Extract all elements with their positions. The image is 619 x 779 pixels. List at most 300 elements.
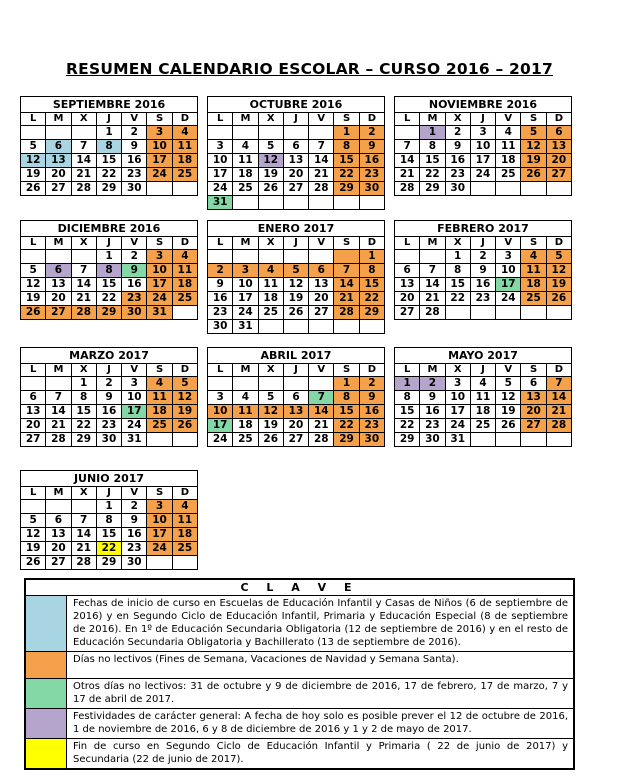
- day-cell: 11: [172, 514, 197, 528]
- day-cell: 8: [96, 140, 121, 154]
- day-cell: 11: [172, 264, 197, 278]
- day-cell: 20: [283, 168, 308, 182]
- empty-day-cell: [21, 500, 46, 514]
- day-cell: 3: [147, 250, 172, 264]
- weekday-header: D: [172, 487, 197, 500]
- month-calendar: [20, 96, 198, 196]
- empty-day-cell: [420, 250, 445, 264]
- day-cell: 12: [496, 391, 521, 405]
- day-cell: 22: [96, 542, 121, 556]
- weekday-header: S: [521, 364, 546, 377]
- weekday-header: L: [21, 237, 46, 250]
- day-cell: 9: [359, 140, 384, 154]
- blank-area: [172, 556, 197, 570]
- weekday-header: X: [445, 364, 470, 377]
- day-cell: 9: [445, 140, 470, 154]
- day-cell: 26: [521, 168, 546, 182]
- weekday-header: J: [96, 487, 121, 500]
- day-cell: 20: [395, 292, 420, 306]
- day-cell: 15: [71, 405, 96, 419]
- day-cell: 14: [71, 528, 96, 542]
- day-cell: 1: [359, 250, 384, 264]
- day-cell: 21: [71, 292, 96, 306]
- empty-day-cell: [71, 250, 96, 264]
- empty-day-cell: [233, 377, 258, 391]
- day-cell: 29: [96, 556, 121, 570]
- day-cell: 8: [334, 140, 359, 154]
- day-cell: 20: [46, 292, 71, 306]
- legend-row: [26, 596, 573, 652]
- day-cell: 17: [147, 528, 172, 542]
- day-cell: 12: [283, 278, 308, 292]
- blank-area: [172, 306, 197, 320]
- legend-row: [26, 709, 573, 739]
- day-cell: 5: [283, 264, 308, 278]
- month-title: ABRIL 2017: [208, 348, 385, 364]
- day-cell: 19: [496, 405, 521, 419]
- day-cell: 17: [496, 278, 521, 292]
- day-cell: 12: [258, 405, 283, 419]
- day-cell: 1: [420, 126, 445, 140]
- day-cell: 27: [395, 306, 420, 320]
- weekday-header: X: [445, 113, 470, 126]
- day-cell: 4: [496, 126, 521, 140]
- day-cell: 19: [258, 168, 283, 182]
- day-cell: 4: [521, 250, 546, 264]
- day-cell: 6: [21, 391, 46, 405]
- day-cell: 15: [96, 528, 121, 542]
- day-cell: 24: [208, 182, 233, 196]
- weekday-header: M: [46, 113, 71, 126]
- day-cell: 23: [96, 419, 121, 433]
- weekday-header: X: [445, 237, 470, 250]
- day-cell: 23: [122, 292, 147, 306]
- day-cell: 1: [96, 250, 121, 264]
- day-cell: 5: [496, 377, 521, 391]
- day-cell: 2: [122, 126, 147, 140]
- day-cell: 15: [96, 278, 121, 292]
- day-cell: 18: [172, 278, 197, 292]
- day-cell: 2: [122, 250, 147, 264]
- calendar-row-4: [20, 470, 198, 570]
- day-cell: 24: [445, 419, 470, 433]
- day-cell: 12: [21, 278, 46, 292]
- day-cell: 22: [420, 168, 445, 182]
- day-cell: 4: [233, 391, 258, 405]
- day-cell: 23: [470, 292, 495, 306]
- weekday-header: X: [71, 113, 96, 126]
- day-cell: 21: [334, 292, 359, 306]
- day-cell: 15: [334, 405, 359, 419]
- day-cell: 27: [46, 556, 71, 570]
- day-cell: 14: [309, 405, 334, 419]
- day-cell: 18: [172, 528, 197, 542]
- day-cell: 13: [521, 391, 546, 405]
- day-cell: 25: [258, 306, 283, 320]
- weekday-header: L: [21, 364, 46, 377]
- day-cell: 28: [46, 433, 71, 447]
- day-cell: 9: [96, 391, 121, 405]
- legend: [24, 578, 575, 770]
- weekday-header: X: [258, 237, 283, 250]
- day-cell: 1: [334, 126, 359, 140]
- day-cell: 7: [71, 264, 96, 278]
- day-cell: 9: [122, 514, 147, 528]
- legend-row: [26, 652, 573, 679]
- month-title: OCTUBRE 2016: [208, 97, 385, 113]
- month-calendar: [394, 220, 572, 320]
- day-cell: 26: [258, 182, 283, 196]
- day-cell: 7: [71, 140, 96, 154]
- day-cell: 6: [46, 514, 71, 528]
- day-cell: 15: [96, 154, 121, 168]
- calendar-row-3: [20, 347, 572, 447]
- legend-color-swatch: [26, 596, 67, 651]
- day-cell: 6: [283, 391, 308, 405]
- month-title: JUNIO 2017: [21, 471, 198, 487]
- legend-title: C L A V E: [26, 580, 573, 596]
- day-cell: 20: [21, 419, 46, 433]
- day-cell: 22: [334, 168, 359, 182]
- day-cell: 24: [122, 419, 147, 433]
- day-cell: 11: [172, 140, 197, 154]
- weekday-header: V: [122, 237, 147, 250]
- day-cell: 2: [208, 264, 233, 278]
- day-cell: 10: [470, 140, 495, 154]
- day-cell: 17: [147, 278, 172, 292]
- blank-area: [309, 196, 334, 210]
- day-cell: 14: [546, 391, 571, 405]
- day-cell: 22: [445, 292, 470, 306]
- day-cell: 14: [334, 278, 359, 292]
- weekday-header: M: [233, 364, 258, 377]
- month-calendar: [394, 96, 572, 196]
- blank-area: [521, 433, 546, 447]
- day-cell: 30: [208, 320, 233, 334]
- empty-day-cell: [21, 377, 46, 391]
- day-cell: 7: [334, 264, 359, 278]
- day-cell: 1: [71, 377, 96, 391]
- legend-entry-text: Fin de curso en Segundo Ciclo de Educación Infantil y Primaria ( 22 de junio de 2017) y Secundaria (22 de junio de 2017).: [73, 741, 568, 765]
- day-cell: 19: [172, 405, 197, 419]
- day-cell: 25: [172, 292, 197, 306]
- day-cell: 9: [470, 264, 495, 278]
- month-title: MARZO 2017: [21, 348, 198, 364]
- day-cell: 15: [445, 278, 470, 292]
- day-cell: 21: [71, 168, 96, 182]
- weekday-header: S: [334, 364, 359, 377]
- day-cell: 3: [445, 377, 470, 391]
- weekday-header: J: [283, 237, 308, 250]
- empty-day-cell: [46, 126, 71, 140]
- day-cell: 19: [21, 292, 46, 306]
- day-cell: 28: [395, 182, 420, 196]
- weekday-header: L: [208, 113, 233, 126]
- day-cell: 10: [147, 264, 172, 278]
- empty-day-cell: [71, 500, 96, 514]
- day-cell: 15: [359, 278, 384, 292]
- day-cell: 19: [21, 168, 46, 182]
- day-cell: 27: [283, 433, 308, 447]
- empty-day-cell: [208, 377, 233, 391]
- day-cell: 16: [359, 405, 384, 419]
- day-cell: 17: [208, 168, 233, 182]
- day-cell: 14: [395, 154, 420, 168]
- day-cell: 6: [309, 264, 334, 278]
- weekday-header: S: [334, 237, 359, 250]
- day-cell: 30: [122, 556, 147, 570]
- day-cell: 14: [71, 278, 96, 292]
- day-cell: 27: [46, 182, 71, 196]
- day-cell: 3: [496, 250, 521, 264]
- day-cell: 4: [172, 126, 197, 140]
- day-cell: 10: [445, 391, 470, 405]
- day-cell: 2: [122, 500, 147, 514]
- day-cell: 16: [445, 154, 470, 168]
- day-cell: 27: [46, 306, 71, 320]
- weekday-header: D: [172, 237, 197, 250]
- day-cell: 4: [258, 264, 283, 278]
- day-cell: 23: [445, 168, 470, 182]
- day-cell: 19: [521, 154, 546, 168]
- day-cell: 27: [21, 433, 46, 447]
- day-cell: 8: [359, 264, 384, 278]
- weekday-header: S: [334, 113, 359, 126]
- weekday-header: V: [309, 364, 334, 377]
- day-cell: 1: [96, 500, 121, 514]
- month-calendar: [207, 96, 385, 210]
- day-cell: 30: [122, 182, 147, 196]
- weekday-header: D: [359, 364, 384, 377]
- legend-color-swatch: [26, 709, 67, 738]
- day-cell: 7: [546, 377, 571, 391]
- day-cell: 24: [208, 433, 233, 447]
- day-cell: 29: [96, 306, 121, 320]
- blank-area: [283, 196, 308, 210]
- empty-day-cell: [21, 126, 46, 140]
- day-cell: 30: [445, 182, 470, 196]
- weekday-header: D: [546, 364, 571, 377]
- weekday-header: J: [470, 364, 495, 377]
- day-cell: 19: [258, 419, 283, 433]
- blank-area: [359, 196, 384, 210]
- day-cell: 14: [46, 405, 71, 419]
- day-cell: 20: [521, 405, 546, 419]
- day-cell: 5: [521, 126, 546, 140]
- weekday-header: D: [546, 113, 571, 126]
- day-cell: 19: [546, 278, 571, 292]
- month-title: MAYO 2017: [395, 348, 572, 364]
- day-cell: 4: [147, 377, 172, 391]
- day-cell: 7: [309, 140, 334, 154]
- day-cell: 8: [395, 391, 420, 405]
- day-cell: 18: [470, 405, 495, 419]
- legend-body: [26, 596, 573, 768]
- day-cell: 23: [359, 419, 384, 433]
- weekday-header: X: [258, 113, 283, 126]
- blank-area: [359, 320, 384, 334]
- weekday-header: M: [46, 364, 71, 377]
- day-cell: 2: [359, 377, 384, 391]
- legend-entry-text: Días no lectivos (Fines de Semana, Vacaciones de Navidad y Semana Santa).: [73, 654, 459, 665]
- weekday-header: S: [147, 237, 172, 250]
- day-cell: 5: [21, 264, 46, 278]
- day-cell: 26: [283, 306, 308, 320]
- weekday-header: V: [122, 364, 147, 377]
- day-cell: 22: [359, 292, 384, 306]
- day-cell: 17: [470, 154, 495, 168]
- day-cell: 12: [258, 154, 283, 168]
- weekday-header: J: [283, 364, 308, 377]
- empty-day-cell: [309, 126, 334, 140]
- day-cell: 16: [122, 528, 147, 542]
- day-cell: 29: [395, 433, 420, 447]
- weekday-header: J: [470, 113, 495, 126]
- weekday-header: X: [258, 364, 283, 377]
- empty-day-cell: [309, 377, 334, 391]
- day-cell: 11: [470, 391, 495, 405]
- day-cell: 25: [233, 433, 258, 447]
- weekday-header: D: [359, 113, 384, 126]
- day-cell: 11: [147, 391, 172, 405]
- blank-area: [147, 182, 172, 196]
- day-cell: 25: [172, 542, 197, 556]
- day-cell: 22: [334, 419, 359, 433]
- empty-day-cell: [233, 126, 258, 140]
- empty-day-cell: [283, 250, 308, 264]
- weekday-header: D: [172, 113, 197, 126]
- day-cell: 20: [46, 542, 71, 556]
- day-cell: 22: [96, 168, 121, 182]
- day-cell: 21: [395, 168, 420, 182]
- day-cell: 5: [21, 514, 46, 528]
- weekday-header: V: [122, 113, 147, 126]
- day-cell: 1: [395, 377, 420, 391]
- blank-area: [334, 196, 359, 210]
- day-cell: 6: [395, 264, 420, 278]
- day-cell: 9: [420, 391, 445, 405]
- weekday-header: J: [96, 237, 121, 250]
- day-cell: 18: [233, 419, 258, 433]
- day-cell: 10: [208, 154, 233, 168]
- day-cell: 25: [172, 168, 197, 182]
- day-cell: 25: [496, 168, 521, 182]
- legend-color-swatch: [26, 679, 67, 708]
- day-cell: 29: [359, 306, 384, 320]
- day-cell: 25: [147, 419, 172, 433]
- day-cell: 9: [208, 278, 233, 292]
- weekday-header: X: [71, 237, 96, 250]
- empty-day-cell: [395, 126, 420, 140]
- day-cell: 16: [122, 154, 147, 168]
- empty-day-cell: [395, 250, 420, 264]
- day-cell: 25: [233, 182, 258, 196]
- day-cell: 18: [258, 292, 283, 306]
- day-cell: 23: [359, 168, 384, 182]
- legend-row: [26, 679, 573, 709]
- day-cell: 10: [233, 278, 258, 292]
- day-cell: 8: [334, 391, 359, 405]
- blank-area: [233, 196, 258, 210]
- day-cell: 16: [208, 292, 233, 306]
- day-cell: 28: [546, 419, 571, 433]
- blank-area: [309, 320, 334, 334]
- day-cell: 9: [359, 391, 384, 405]
- blank-area: [172, 182, 197, 196]
- day-cell: 25: [521, 292, 546, 306]
- empty-day-cell: [334, 250, 359, 264]
- day-cell: 24: [470, 168, 495, 182]
- day-cell: 24: [147, 168, 172, 182]
- day-cell: 12: [546, 264, 571, 278]
- day-cell: 8: [420, 140, 445, 154]
- day-cell: 7: [395, 140, 420, 154]
- day-cell: 30: [122, 306, 147, 320]
- day-cell: 29: [420, 182, 445, 196]
- weekday-header: M: [420, 364, 445, 377]
- day-cell: 26: [258, 433, 283, 447]
- day-cell: 6: [283, 140, 308, 154]
- day-cell: 10: [147, 514, 172, 528]
- calendar-row-2: [20, 220, 572, 334]
- day-cell: 28: [71, 182, 96, 196]
- day-cell: 3: [208, 140, 233, 154]
- weekday-header: M: [233, 113, 258, 126]
- blank-area: [283, 320, 308, 334]
- day-cell: 9: [122, 140, 147, 154]
- weekday-header: V: [496, 237, 521, 250]
- day-cell: 29: [96, 182, 121, 196]
- weekday-header: S: [147, 364, 172, 377]
- day-cell: 11: [258, 278, 283, 292]
- blank-area: [470, 306, 495, 320]
- blank-area: [334, 320, 359, 334]
- weekday-header: S: [521, 113, 546, 126]
- day-cell: 21: [546, 405, 571, 419]
- weekday-header: V: [309, 237, 334, 250]
- day-cell: 6: [546, 126, 571, 140]
- weekday-header: M: [233, 237, 258, 250]
- day-cell: 15: [420, 154, 445, 168]
- month-calendar: [394, 347, 572, 447]
- day-cell: 3: [208, 391, 233, 405]
- empty-day-cell: [71, 126, 96, 140]
- day-cell: 20: [46, 168, 71, 182]
- weekday-header: S: [147, 487, 172, 500]
- page-title: RESUMEN CALENDARIO ESCOLAR – CURSO 2016 – 2017: [66, 60, 553, 78]
- day-cell: 12: [172, 391, 197, 405]
- weekday-header: S: [521, 237, 546, 250]
- weekday-header: V: [496, 364, 521, 377]
- empty-day-cell: [283, 377, 308, 391]
- day-cell: 16: [359, 154, 384, 168]
- weekday-header: J: [96, 364, 121, 377]
- day-cell: 21: [420, 292, 445, 306]
- day-cell: 11: [496, 140, 521, 154]
- day-cell: 19: [21, 542, 46, 556]
- day-cell: 8: [96, 514, 121, 528]
- weekday-header: J: [96, 113, 121, 126]
- legend-row: [26, 739, 573, 768]
- blank-area: [470, 433, 495, 447]
- day-cell: 13: [546, 140, 571, 154]
- day-cell: 8: [445, 264, 470, 278]
- weekday-header: V: [309, 113, 334, 126]
- weekday-header: L: [21, 487, 46, 500]
- day-cell: 10: [122, 391, 147, 405]
- day-cell: 2: [96, 377, 121, 391]
- day-cell: 31: [233, 320, 258, 334]
